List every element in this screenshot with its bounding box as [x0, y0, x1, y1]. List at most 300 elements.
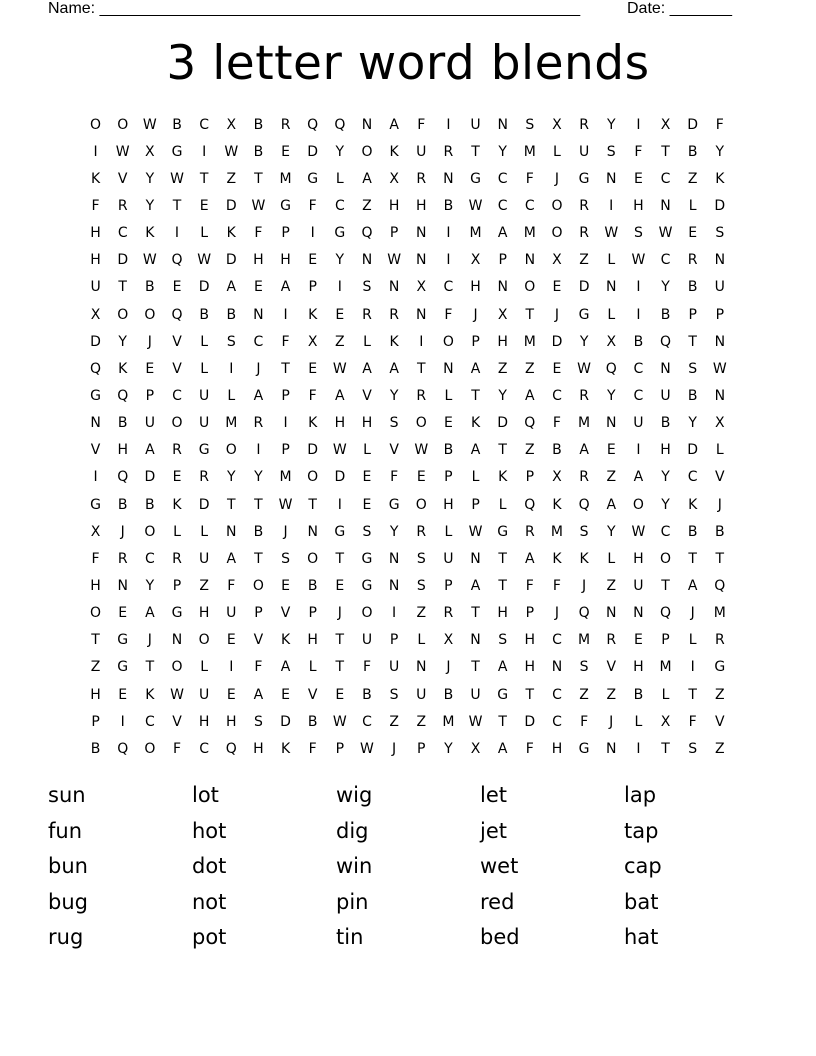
grid-letter: D	[551, 333, 563, 350]
word-bank-item: hot	[192, 818, 227, 843]
grid-letter: N	[606, 415, 617, 432]
grid-letter: Z	[335, 333, 345, 350]
grid-letter: E	[606, 442, 616, 459]
grid-letter: T	[199, 170, 209, 187]
grid-letter: X	[226, 116, 237, 133]
grid-letter: P	[281, 225, 290, 242]
grid-letter: U	[470, 686, 481, 703]
grid-letter: S	[633, 225, 643, 242]
grid-letter: N	[416, 659, 427, 676]
grid-letter: H	[470, 279, 481, 296]
grid-letter: L	[471, 469, 480, 486]
grid-letter: R	[443, 143, 454, 160]
grid-letter: W	[468, 523, 483, 540]
grid-letter: Q	[117, 469, 129, 486]
grid-letter: A	[253, 686, 264, 703]
grid-letter: V	[362, 387, 372, 404]
grid-letter: C	[253, 333, 264, 350]
grid-letter: P	[91, 713, 100, 730]
grid-letter: T	[118, 279, 127, 296]
grid-letter: O	[117, 116, 129, 133]
grid-letter: N	[714, 387, 726, 404]
grid-letter: V	[172, 360, 182, 377]
grid-letter: S	[579, 659, 589, 676]
grid-letter: E	[281, 577, 290, 594]
grid-letter: T	[281, 360, 290, 377]
grid-letter: L	[553, 143, 561, 160]
grid-letter: H	[633, 659, 644, 676]
grid-letter: P	[172, 577, 182, 594]
grid-letter: U	[199, 415, 210, 432]
grid-letter: U	[199, 550, 210, 567]
header	[0, 0, 816, 20]
grid-letter: J	[609, 713, 614, 730]
grid-letter: W	[604, 225, 619, 242]
grid-letter: T	[172, 197, 182, 214]
grid-letter: O	[632, 496, 644, 513]
grid-row	[82, 518, 734, 545]
grid-row	[82, 247, 734, 274]
grid-letter: R	[280, 116, 291, 133]
grid-row	[82, 600, 734, 627]
grid-letter: F	[417, 116, 426, 133]
grid-letter: Z	[389, 713, 399, 730]
grid-letter: H	[660, 442, 671, 459]
grid-letter: T	[145, 659, 155, 676]
grid-letter: I	[256, 442, 261, 459]
grid-letter: N	[171, 632, 183, 649]
grid-letter: R	[117, 550, 128, 567]
grid-letter: X	[90, 306, 101, 323]
grid-letter: E	[688, 225, 698, 242]
grid-letter: K	[308, 306, 318, 323]
grid-letter: Y	[498, 387, 507, 404]
grid-letter: G	[497, 523, 509, 540]
grid-letter: C	[660, 252, 671, 269]
grid-letter: Q	[307, 116, 319, 133]
grid-letter: Y	[145, 197, 155, 214]
word-bank-item: lot	[192, 783, 219, 807]
grid-letter: A	[687, 577, 698, 594]
grid-letter: R	[579, 116, 589, 133]
grid-letter: J	[256, 360, 261, 377]
grid-letter: O	[171, 659, 183, 676]
grid-letter: A	[497, 659, 508, 676]
word-bank-item: wig	[336, 783, 373, 807]
grid-letter: Q	[171, 252, 183, 269]
grid-letter: Q	[334, 116, 346, 133]
grid-letter: Y	[145, 170, 155, 187]
grid-letter: A	[362, 360, 372, 377]
grid-letter: R	[117, 197, 128, 214]
grid-letter: T	[308, 496, 317, 513]
grid-letter: T	[254, 170, 263, 187]
grid-letter: O	[252, 577, 264, 594]
grid-letter: W	[332, 713, 347, 730]
grid-letter: F	[552, 577, 561, 594]
grid-letter: X	[389, 170, 399, 187]
grid-letter: X	[552, 469, 562, 486]
grid-letter: B	[687, 279, 698, 296]
grid-letter: A	[226, 279, 237, 296]
grid-letter: H	[117, 442, 128, 459]
grid-letter: T	[335, 659, 345, 676]
grid-letter: N	[388, 550, 400, 567]
grid-letter: A	[145, 605, 155, 622]
grid-row	[82, 437, 734, 464]
grid-letter: L	[335, 170, 344, 187]
grid-letter: H	[497, 333, 508, 350]
grid-letter: D	[714, 197, 726, 214]
grid-row	[82, 382, 734, 409]
grid-letter: R	[579, 469, 589, 486]
grid-letter: N	[443, 360, 454, 377]
grid-letter: Z	[525, 360, 535, 377]
grid-letter: C	[633, 387, 644, 404]
grid-letter: F	[580, 713, 589, 730]
grid-letter: N	[606, 740, 617, 757]
grid-letter: O	[225, 442, 237, 459]
grid-letter: T	[335, 632, 345, 649]
grid-letter: Q	[660, 605, 672, 622]
grid-letter: O	[361, 143, 373, 160]
grid-letter: Q	[225, 740, 237, 757]
grid-letter: Y	[498, 143, 507, 160]
grid-letter: N	[497, 279, 508, 296]
grid-letter: N	[606, 605, 617, 622]
grid-letter: A	[470, 442, 481, 459]
grid-letter: H	[415, 197, 427, 214]
grid-letter: H	[90, 686, 101, 703]
grid-letter: A	[525, 550, 535, 567]
grid-letter: H	[253, 740, 264, 757]
grid-letter: I	[120, 713, 125, 730]
grid-letter: V	[389, 442, 399, 459]
grid-letter: I	[93, 143, 98, 160]
grid-letter: E	[335, 686, 345, 703]
grid-letter: U	[361, 632, 373, 649]
grid-letter: U	[578, 143, 590, 160]
grid-row	[82, 464, 734, 491]
grid-letter: L	[227, 387, 236, 404]
grid-letter: I	[229, 360, 234, 377]
grid-letter: A	[280, 659, 291, 676]
grid-letter: T	[471, 387, 480, 404]
grid-letter: G	[280, 197, 291, 214]
grid-letter: G	[198, 442, 210, 459]
grid-letter: B	[660, 415, 671, 432]
grid-row	[82, 708, 734, 735]
grid-letter: H	[633, 550, 644, 567]
grid-letter: G	[388, 496, 400, 513]
grid-letter: S	[498, 632, 508, 649]
grid-letter: U	[660, 387, 671, 404]
grid-letter: H	[90, 577, 101, 594]
grid-letter: X	[715, 415, 725, 432]
grid-row	[82, 572, 734, 599]
grid-letter: Z	[687, 170, 698, 187]
grid-letter: A	[497, 225, 508, 242]
grid-letter: O	[144, 306, 156, 323]
grid-letter: M	[550, 523, 563, 540]
grid-letter: I	[446, 116, 451, 133]
grid-letter: T	[525, 686, 535, 703]
grid-letter: O	[307, 550, 319, 567]
grid-letter: R	[714, 632, 725, 649]
grid-letter: H	[307, 632, 318, 649]
grid-letter: E	[308, 252, 318, 269]
grid-letter: F	[444, 306, 453, 323]
grid-letter: K	[226, 225, 236, 242]
grid-letter: N	[660, 360, 671, 377]
grid-letter: X	[416, 279, 427, 296]
grid-letter: H	[633, 197, 644, 214]
grid-letter: Y	[715, 143, 725, 160]
grid-letter: A	[280, 279, 291, 296]
grid-letter: M	[578, 415, 591, 432]
grid-letter: Y	[118, 333, 127, 350]
grid-letter: K	[145, 225, 155, 242]
grid-letter: G	[171, 143, 183, 160]
grid-letter: Y	[254, 469, 263, 486]
grid-letter: U	[199, 686, 210, 703]
grid-letter: F	[308, 197, 317, 214]
grid-letter: D	[225, 197, 237, 214]
grid-letter: B	[687, 143, 698, 160]
grid-letter: B	[117, 415, 128, 432]
grid-letter: Q	[524, 496, 536, 513]
grid-letter: H	[388, 197, 400, 214]
grid-letter: J	[337, 605, 342, 622]
grid-letter: K	[715, 170, 725, 187]
grid-letter: B	[552, 442, 562, 459]
grid-letter: N	[470, 550, 481, 567]
grid-letter: E	[633, 170, 643, 187]
grid-letter: W	[224, 143, 239, 160]
grid-letter: W	[658, 225, 673, 242]
grid-letter: Y	[661, 496, 670, 513]
grid-letter: B	[362, 686, 372, 703]
grid-letter: T	[416, 360, 426, 377]
grid-letter: T	[498, 577, 507, 594]
grid-letter: S	[606, 143, 616, 160]
grid-letter: D	[524, 713, 536, 730]
grid-letter: X	[606, 333, 617, 350]
grid-letter: R	[253, 415, 264, 432]
grid-letter: L	[200, 523, 209, 540]
grid-letter: Q	[524, 415, 536, 432]
grid-letter: G	[497, 686, 509, 703]
word-bank-item: not	[192, 889, 227, 914]
grid-letter: W	[577, 360, 592, 377]
grid-letter: D	[280, 713, 291, 730]
grid-letter: J	[392, 740, 397, 757]
grid-letter: O	[415, 415, 427, 432]
grid-letter: B	[199, 306, 209, 323]
grid-letter: J	[473, 306, 478, 323]
grid-letter: L	[417, 632, 426, 649]
grid-letter: I	[93, 469, 98, 486]
grid-letter: L	[200, 360, 209, 377]
grid-letter: W	[712, 360, 727, 377]
grid-letter: G	[578, 306, 590, 323]
grid-letter: O	[117, 306, 129, 323]
grid-letter: B	[660, 306, 671, 323]
grid-letter: A	[497, 740, 508, 757]
grid-letter: J	[147, 632, 152, 649]
grid-letter: U	[199, 387, 210, 404]
grid-letter: H	[443, 496, 454, 513]
grid-letter: F	[172, 740, 182, 757]
grid-letter: P	[308, 605, 317, 622]
grid-letter: W	[631, 523, 646, 540]
grid-letter: I	[609, 197, 614, 214]
grid-letter: U	[144, 415, 155, 432]
word-bank-item: sun	[48, 783, 86, 807]
grid-letter: R	[416, 387, 427, 404]
grid-letter: B	[443, 442, 454, 459]
grid-letter: M	[659, 659, 672, 676]
grid-letter: A	[226, 550, 237, 567]
grid-letter: Z	[715, 686, 725, 703]
grid-letter: S	[253, 713, 263, 730]
grid-letter: Y	[226, 469, 236, 486]
grid-letter: I	[337, 496, 342, 513]
grid-letter: F	[91, 197, 100, 214]
grid-letter: F	[227, 577, 236, 594]
grid-letter: P	[471, 333, 480, 350]
grid-letter: P	[444, 469, 453, 486]
grid-letter: G	[90, 387, 101, 404]
grid-letter: B	[633, 333, 644, 350]
grid-letter: V	[280, 605, 291, 622]
grid-letter: K	[470, 415, 481, 432]
grid-letter: Y	[606, 387, 616, 404]
word-bank-item: lap	[624, 783, 657, 807]
grid-letter: E	[308, 360, 318, 377]
grid-letter: N	[497, 116, 508, 133]
grid-letter: B	[226, 306, 237, 323]
grid-letter: M	[713, 605, 726, 622]
grid-letter: G	[307, 170, 319, 187]
grid-letter: I	[690, 659, 695, 676]
grid-letter: W	[115, 143, 130, 160]
word-bank-item: red	[480, 889, 515, 914]
grid-letter: V	[715, 469, 725, 486]
grid-letter: T	[715, 550, 725, 567]
grid-letter: R	[579, 225, 589, 242]
grid-row	[82, 328, 734, 355]
grid-letter: U	[226, 605, 237, 622]
grid-letter: C	[199, 116, 210, 133]
grid-letter: I	[419, 333, 424, 350]
grid-row	[82, 111, 734, 138]
grid-row	[82, 301, 734, 328]
grid-letter: Z	[579, 252, 589, 269]
grid-letter: E	[281, 686, 290, 703]
grid-letter: U	[633, 577, 644, 594]
grid-letter: L	[661, 686, 670, 703]
grid-letter: I	[310, 225, 315, 242]
grid-letter: B	[117, 496, 128, 513]
grid-letter: A	[145, 442, 155, 459]
grid-letter: Q	[714, 577, 726, 594]
word-bank-item: tap	[624, 818, 659, 843]
grid-letter: K	[552, 550, 562, 567]
grid-letter: T	[91, 632, 100, 649]
grid-letter: E	[172, 279, 182, 296]
grid-letter: Y	[661, 279, 670, 296]
grid-letter: L	[308, 659, 317, 676]
grid-letter: C	[362, 713, 372, 730]
grid-letter: N	[253, 306, 264, 323]
grid-row	[82, 654, 734, 681]
grid-letter: T	[498, 713, 507, 730]
grid-letter: O	[198, 632, 210, 649]
grid-letter: O	[415, 496, 427, 513]
grid-letter: K	[688, 496, 698, 513]
grid-letter: Y	[389, 523, 399, 540]
grid-letter: U	[633, 415, 644, 432]
grid-letter: T	[498, 442, 507, 459]
grid-letter: Q	[361, 225, 373, 242]
grid-letter: E	[552, 360, 562, 377]
grid-letter: O	[524, 279, 536, 296]
word-bank-item: rug	[48, 925, 84, 950]
grid-letter: R	[687, 252, 698, 269]
grid-letter: P	[389, 632, 399, 649]
grid-letter: Q	[90, 360, 102, 377]
grid-letter: V	[172, 333, 182, 350]
grid-letter: D	[198, 279, 210, 296]
grid-letter: M	[523, 333, 536, 350]
grid-letter: R	[606, 632, 617, 649]
word-bank-item: pot	[192, 925, 227, 950]
grid-letter: W	[142, 116, 157, 133]
grid-letter: Y	[606, 523, 616, 540]
grid-letter: K	[308, 415, 318, 432]
grid-letter: A	[335, 387, 345, 404]
grid-row	[82, 681, 734, 708]
grid-letter: D	[117, 252, 129, 269]
grid-letter: B	[253, 143, 264, 160]
grid-letter: U	[714, 279, 725, 296]
word-bank-item: win	[336, 854, 373, 879]
grid-letter: E	[118, 605, 128, 622]
word-bank	[48, 778, 768, 956]
grid-letter: B	[172, 116, 182, 133]
grid-letter: N	[361, 252, 373, 269]
grid-letter: X	[307, 333, 318, 350]
grid-letter: P	[498, 252, 507, 269]
grid-letter: N	[388, 577, 400, 594]
grid-letter: E	[145, 360, 155, 377]
grid-letter: G	[361, 550, 373, 567]
grid-letter: P	[715, 306, 725, 323]
grid-letter: N	[606, 279, 617, 296]
grid-letter: T	[254, 550, 263, 567]
grid-letter: K	[498, 469, 508, 486]
grid-letter: C	[334, 197, 345, 214]
grid-letter: H	[226, 713, 237, 730]
grid-letter: B	[687, 523, 698, 540]
grid-letter: X	[443, 632, 454, 649]
grid-letter: L	[200, 333, 209, 350]
grid-letter: Z	[90, 659, 101, 676]
grid-letter: F	[525, 740, 534, 757]
grid-letter: C	[172, 387, 182, 404]
grid-letter: I	[392, 605, 397, 622]
